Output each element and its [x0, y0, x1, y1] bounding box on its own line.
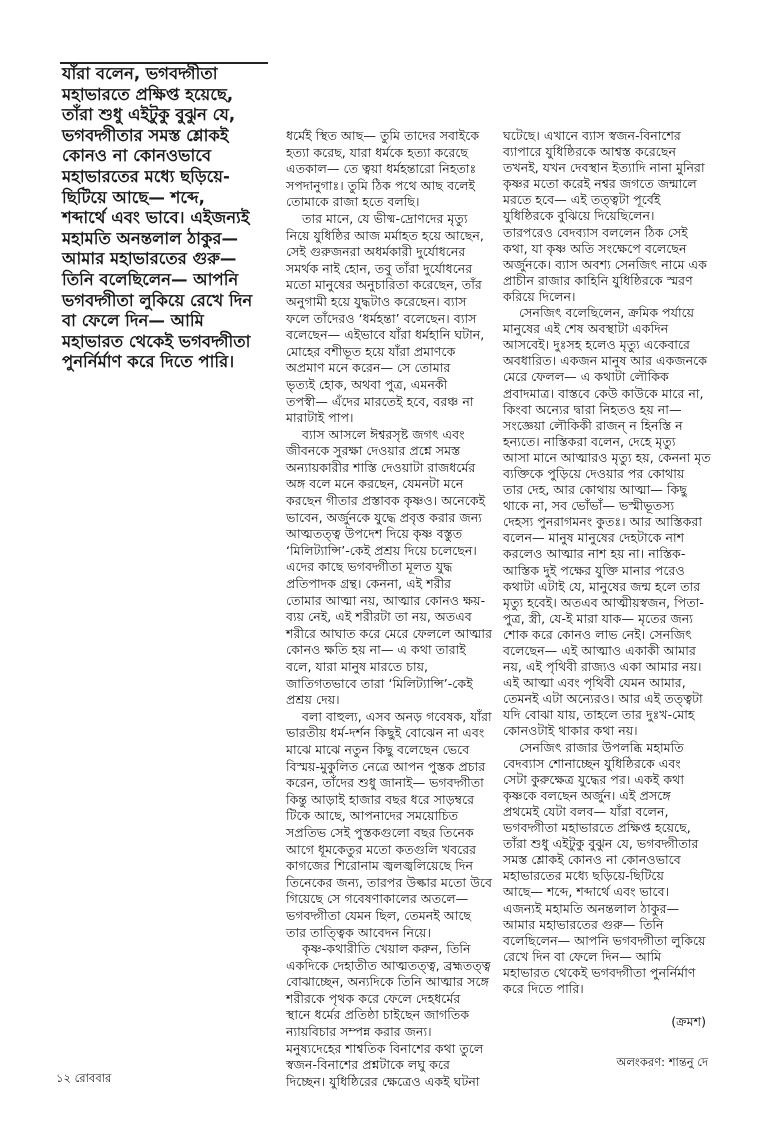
text-line: মোহের বশীভূত হয়ে যাঁরা প্রমাণকে: [286, 343, 456, 359]
text-line: কথাটা এটাই যে, মানুষের জন্ম হলে তার: [503, 578, 701, 594]
text-line: হত্যা করেছ, যারা ধর্মকে হত্যা করেছে: [286, 144, 469, 160]
text-line: সেনজিৎ রাজার উপলব্ধি মহামতি: [519, 739, 684, 755]
text-line: দেহস্য পুনরাগমনং কুতঃ। আর আস্তিকরা: [503, 514, 702, 530]
text-line: মহাভারত থেকেই ভগবদ্গীতা: [62, 331, 251, 351]
text-line: করিয়ে দিলেন।: [503, 288, 576, 304]
text-line: তখনই, যখন দেবস্থান ইত্যাদি নানা মুনিরা: [503, 160, 705, 176]
text-line: মতো মানুষের অনুচারিতা করেছেন, তাঁর: [286, 277, 482, 293]
text-line: ভগবদ্গীতার সমস্ত শ্লোকই: [62, 125, 229, 145]
text-line: শব্দার্থে এবং ভাবে। এইজন্যই: [62, 208, 250, 228]
text-line: কিন্তু আড়াই হাজার বছর ধরে সাড়ম্বরে: [286, 791, 475, 807]
text-line: বোঝাচ্ছেন, অন্যদিকে তিনি আত্মার সঙ্গে: [286, 974, 489, 990]
text-line: এতকাল— তে ত্বয়া ধর্মহন্তারো নিহতাঃ: [286, 161, 477, 177]
text-line: তার দেহ, আর কোথায় আত্মা— কিছু: [503, 482, 687, 498]
text-line: ভগবদ্গীতা লুকিয়ে রেখে দিন: [62, 290, 253, 310]
text-line: এদের কাছে ভগবদ্গীতা মূলত যুদ্ধ: [286, 559, 453, 575]
text-line: মাঝে মাঝে নতুন কিছু বলেছেন ভেবে: [286, 741, 470, 757]
page-folio: ১২ রোববার: [56, 1071, 112, 1085]
text-line: একদিকে দেহাতীত আত্মতত্ত্ব, ব্রহ্মতত্ত্ব: [286, 957, 491, 973]
text-line: কৃষ্ণকে বলছেন অর্জুন। এই প্রসঙ্গে: [503, 787, 671, 803]
text-line: কোনও ক্ষতি হয় না— এ কথা তারাই: [286, 642, 466, 658]
text-line: বলেছেন— এইভাবে যাঁরা ধর্মহানি ঘটান,: [286, 327, 485, 343]
text-line: তোমাকে রাজা হতে বলছি।: [286, 194, 420, 210]
text-line: তার তাত্ত্বিক আবেদন নিয়ে।: [286, 924, 431, 940]
article-column-right: [503, 128, 718, 997]
text-line: সপদানুগাঃ। তুমি ঠিক পথে আছ বলেই: [286, 177, 476, 193]
text-line: করেন, তাঁদের শুধু জানাই— ভগবদ্গীতা: [286, 775, 484, 791]
text-line: ভগবদ্গীতা মহাভারতে প্রক্ষিপ্ত হয়েছে,: [503, 820, 691, 836]
text-line: সমর্থক নাই হোন, তবু তাঁরা দুর্যোধনের: [286, 260, 473, 276]
text-line: মহাভারতের মধ্যে ছড়িয়ে-ছিটিয়ে: [503, 868, 664, 884]
text-line: স্বজন-বিনাশের প্রশ্নটাকে লঘু করে: [286, 1057, 450, 1073]
text-line: অঙ্গ বলে মনে করছেন, যেমনটা মনে: [286, 476, 464, 492]
text-line: কৃষ্ণর মতো করেই নশ্বর জগতে জন্মালে: [503, 176, 697, 192]
text-line: পুনর্নির্মাণ করে দিতে পারি।: [62, 352, 235, 372]
text-line: মারাটাই পাপ।: [286, 410, 354, 426]
text-line: মহামতি অনন্তলাল ঠাকুর—: [62, 228, 238, 248]
text-line: সমস্ত শ্লোকই কোনও না কোনওভাবে: [503, 852, 681, 868]
text-line: থাকে না, সব ভোঁভাঁ— ভস্মীভূতস্য: [503, 498, 675, 514]
text-line: বলেছেন— এই আত্মাও একাকী আমার: [503, 643, 696, 658]
text-line: ছিটিয়ে আছে— শব্দে,: [62, 187, 205, 207]
text-line: জাতিগতভাবে তারা ‘মিলিট্যান্সি’-কেই: [286, 675, 473, 691]
text-line: সংজ্ঞেয়া লৌকিকী রাজন্ ন হিনস্তি ন: [503, 417, 683, 433]
text-line: মহাভারত থেকেই ভগবদ্গীতা পুনর্নির্মাণ: [503, 964, 696, 980]
text-line: শোক করে কোনও লাভ নেই। সেনজিৎ: [503, 626, 692, 642]
text-line: তোমার আত্মা নয়, আত্মার কোনও ক্ষয়-: [286, 592, 486, 608]
text-line: কোনও না কোনওভাবে: [62, 146, 212, 166]
text-line: মনুষ্যদেহের শাশ্বতিক বিনাশের কথা তুলে: [286, 1040, 484, 1056]
text-line: বিস্ময়-মুকুলিত নেত্রে আপন পুস্তক প্রচার: [286, 758, 486, 774]
text-line: ব্যক্তিকে পুড়িয়ে দেওয়ার পর কোথায়: [503, 465, 685, 481]
text-line: মেরে ফেলল— এ কথাটা লৌকিক: [503, 369, 669, 385]
text-line: আছে— শব্দে, শব্দার্থে এবং ভাবে।: [503, 884, 670, 900]
illustration-credit: অলংকরণ: শান্তনু দে: [616, 1055, 708, 1069]
text-line: বলেন— মানুষ মানুষের দেহটাকে নাশ: [503, 530, 685, 546]
text-line: প্রথমেই যেটা বলব— যাঁরা বলেন,: [503, 803, 669, 819]
text-line: ভৃত্যই হোক, অথবা পুত্র, এমনকী: [286, 376, 448, 392]
text-line: ফলে তাঁদেরও ‘ধর্মহন্তা’ বলেছেন। ব্যাস: [286, 310, 477, 326]
text-line: হন্যতে। নাস্তিকরা বলেন, দেহে মৃত্যু: [503, 433, 676, 449]
text-line: ভারতীয় ধর্ম-দর্শন কিছুই বোঝেন না এবং: [286, 725, 485, 741]
text-line: কিংবা অন্যের দ্বারা নিহতও হয় না—: [503, 401, 682, 417]
text-line: তাঁরা শুধু এইটুকু বুঝুন যে, ভগবদ্গীতার: [503, 836, 699, 852]
text-line: সেটা কুরুক্ষেত্র যুদ্ধের পর। একই কথা: [503, 771, 684, 787]
text-line: করছেন গীতার প্রস্তাবক কৃষ্ণও। অনেকেই: [286, 493, 486, 509]
text-line: যুধিষ্ঠিরকে বুঝিয়ে দিয়েছিলেন।: [503, 208, 655, 224]
article-column-middle: [286, 128, 501, 1090]
text-line: প্রশ্রয় দেয়।: [286, 692, 340, 708]
text-line: মহাভারতের মধ্যে ছড়িয়ে-: [62, 166, 230, 186]
text-line: তেমনই এটা অন্যেরও। আর এই তত্ত্বটা: [503, 691, 703, 707]
text-line: যাঁরা বলেন, ভগবদ্গীতা: [62, 64, 218, 83]
text-line: বলা বাহুল্য, এসব অনড় গবেষক, যাঁরা: [302, 708, 492, 724]
text-line: ন্যায়বিচার সম্পন্ন করার জন্য।: [286, 1024, 432, 1040]
text-line: ‘মিলিট্যান্সি’-কেই প্রশ্রয় দিয়ে চলেছেন।: [286, 542, 477, 558]
text-line: আসবেই। দুঃসহ হলেও মৃত্যু একেবারে: [503, 337, 690, 353]
text-line: এই আত্মা এবং পৃথিবী যেমন আমার,: [503, 675, 686, 691]
text-line: শরীরকে পৃথক করে ফেলে দেহধর্মের: [286, 990, 461, 1006]
text-line: ব্যাপারে যুধিষ্ঠিরকে আশ্বস্ত করেছেন: [503, 144, 676, 160]
text-line: ধর্মেই স্থিত আছ— তুমি তাদের সবাইকে: [286, 128, 480, 143]
text-line: আসা মানে আত্মারও মৃত্যু হয়, কেননা মৃত: [503, 449, 711, 465]
text-line: গিয়েছে সে গবেষণাকালের অতলে—: [286, 891, 469, 907]
text-line: আস্তিক দুই পক্ষের যুক্তি মানার পরেও: [503, 562, 685, 578]
text-line: আত্মতত্ত্ব উপদেশ দিয়ে কৃষ্ণ বস্তুত: [286, 526, 463, 542]
text-line: তিনি বলেছিলেন— আপনি: [62, 269, 239, 289]
text-line: প্রতিপাদক গ্রন্থ। কেননা, এই শরীর: [286, 576, 452, 592]
text-line: এজন্যই মহামতি অনন্তলাল ঠাকুর—: [503, 900, 680, 916]
text-line: অপ্রমাণ মনে করেন— সে তোমার: [286, 360, 451, 376]
text-line: নয়, এই পৃথিবী রাজ্যও একা আমার নয়।: [503, 659, 702, 675]
text-line: কোনওটাই থাকার কথা নয়।: [503, 723, 638, 739]
text-line: ব্যয় নেই, এই শরীরটা তা নয়, অতএব: [286, 609, 472, 625]
text-line: প্রাচীন রাজার কাহিনি যুধিষ্ঠিরকে স্মরণ: [503, 272, 693, 288]
text-line: টিকে আছে, আপনাদের সময়োচিত: [286, 808, 459, 824]
text-line: ভাবেন, অর্জুনকে যুদ্ধে প্রবৃত্ত করার জন্য: [286, 509, 482, 525]
text-line: জীবনকে সুরক্ষা দেওয়ার প্রশ্নে সমস্ত: [286, 443, 461, 459]
continued-label: (ক্রমশ): [671, 1014, 706, 1029]
text-line: সপ্রতিভ সেই পুস্তকগুলো বছর তিনেক: [286, 824, 474, 840]
text-line: ঘটেছে। এখানে ব্যাস স্বজন-বিনাশের: [503, 128, 681, 143]
text-line: নিয়ে যুধিষ্ঠির আজ মর্মাহত হয়ে আছেন,: [286, 227, 484, 243]
text-line: মানুষের এই শেষ অবস্থাটা একদিন: [503, 321, 669, 337]
text-line: সেনজিৎ বলেছিলেন, ক্রমিক পর্যায়ে: [519, 305, 695, 321]
text-line: বা ফেলে দিন— আমি: [62, 311, 204, 331]
text-line: মরতে হবে— এই তত্ত্বটা পূর্বেই: [503, 192, 661, 208]
text-line: কথা, যা কৃষ্ণ অতি সংক্ষেপে বলেছেন: [503, 240, 687, 256]
text-line: শরীরে আঘাত করে মেরে ফেললে আত্মার: [286, 625, 492, 641]
text-line: কৃষ্ণ-কথারীতি খেয়াল করুন, তিনি: [302, 941, 471, 957]
text-line: দিচ্ছেন। যুধিষ্ঠিরের ক্ষেত্রেও একই ঘটনা: [286, 1073, 480, 1089]
pull-quote: [62, 64, 277, 373]
text-line: পুত্র, স্ত্রী, যে-ই মারা যাক— মৃতের জন্য: [503, 610, 693, 626]
text-line: তিনেকের জন্য, তারপর উল্কার মতো উবে: [286, 874, 492, 890]
text-line: তপস্বী— এঁদের মারতেই হবে, বরঞ্চ না: [286, 393, 474, 409]
text-line: তারপরেও বেদব্যাস বললেন ঠিক সেই: [503, 224, 688, 240]
text-line: মৃত্যু হবেই। অতএব আত্মীয়স্বজন, পিতা-: [503, 594, 704, 610]
text-line: বলেছিলেন— আপনি ভগবদ্গীতা লুকিয়ে: [503, 932, 706, 948]
text-line: অবধারিত। একজন মানুষ আর একজনকে: [503, 353, 708, 369]
text-line: স্থানে ধর্মের প্রতিষ্ঠা চাইছেন জাগতিক: [286, 1007, 470, 1023]
text-line: সেই গুরুজনরা অধর্মকারী দুর্যোধনের: [286, 244, 466, 260]
text-line: আমার মহাভারতের গুরু—: [62, 249, 237, 269]
text-line: রেখে দিন বা ফেলে দিন— আমি: [503, 948, 662, 964]
text-line: প্রবাদমাত্র। বাস্তবে কেউ কাউকে মারে না,: [503, 385, 704, 401]
text-line: তার মানে, যে ভীষ্ম-দ্রোণদের মৃত্যু: [302, 210, 468, 226]
text-line: অনুগামী হয়ে যুদ্ধটাও করেছেন। ব্যাস: [286, 293, 467, 309]
text-line: কাগজের শিরোনাম জ্বলজ্বলিয়েছে দিন: [286, 858, 474, 874]
text-line: আমার মহাভারতের গুরু— তিনি: [503, 916, 664, 932]
text-line: অন্যায়কারীর শাস্তি দেওয়াটা রাজধর্মের: [286, 459, 476, 475]
text-line: তাঁরা শুধু এইটুকু বুঝুন যে,: [62, 105, 236, 125]
text-line: বলে, যারা মানুষ মারতে চায়,: [286, 659, 429, 674]
text-line: অর্জুনকে। ব্যাস অবশ্য সেনজিৎ নামে এক: [503, 256, 707, 272]
text-line: করে দিতে পারি।: [503, 980, 584, 996]
text-line: যদি বোঝা যায়, তাহলে তার দুঃখ-মোহ: [503, 707, 695, 723]
text-line: আগে ধূমকেতুর মতো কতগুলি খবরের: [286, 841, 477, 857]
text-line: ব্যাস আসলে ঈশ্বরসৃষ্ট জগৎ এবং: [302, 426, 465, 442]
text-line: বেদব্যাস শোনাচ্ছেন যুধিষ্ঠিরকে এবং: [503, 755, 681, 771]
text-line: মহাভারতে প্রক্ষিপ্ত হয়েছে,: [62, 84, 234, 104]
text-line: করলেও আত্মার নাশ হয় না। নাস্তিক-: [503, 546, 686, 562]
text-line: ভগবদ্গীতা যেমন ছিল, তেমনই আছে: [286, 907, 472, 923]
